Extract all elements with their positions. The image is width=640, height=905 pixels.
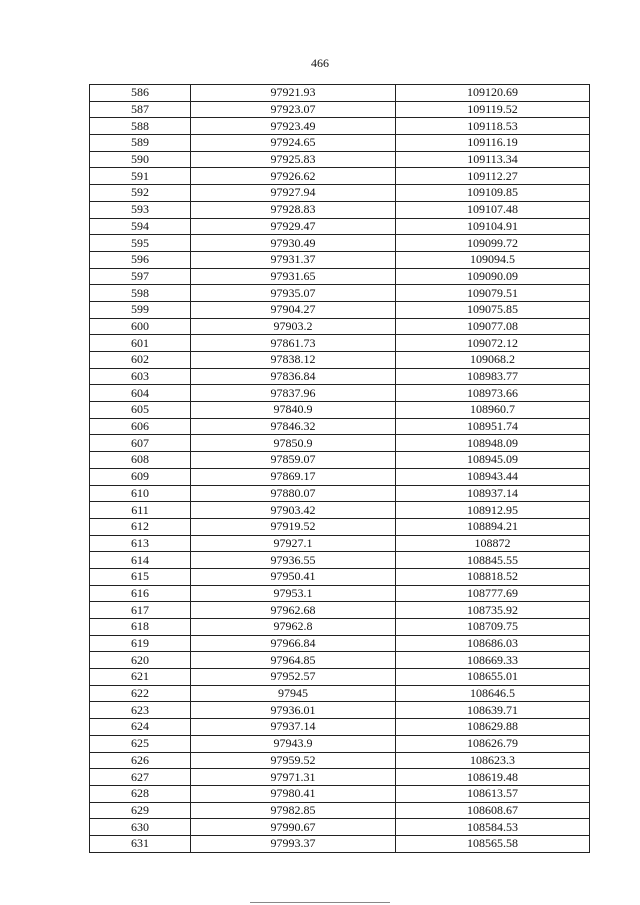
point-number-cell: 626 <box>90 752 191 769</box>
y-coordinate-cell: 108584.53 <box>396 819 590 836</box>
point-number-cell: 628 <box>90 785 191 802</box>
point-number-cell: 614 <box>90 552 191 569</box>
y-coordinate-cell: 109113.34 <box>396 151 590 168</box>
x-coordinate-cell: 97921.93 <box>191 85 396 102</box>
y-coordinate-cell: 109077.08 <box>396 318 590 335</box>
x-coordinate-cell: 97927.94 <box>191 185 396 202</box>
point-number-cell: 610 <box>90 485 191 502</box>
y-coordinate-cell: 109112.27 <box>396 168 590 185</box>
x-coordinate-cell: 97927.1 <box>191 535 396 552</box>
y-coordinate-cell: 108960.7 <box>396 402 590 419</box>
table-row <box>90 335 590 352</box>
point-number-cell: 606 <box>90 418 191 435</box>
table-row <box>90 652 590 669</box>
coordinate-table-body <box>90 85 590 853</box>
table-row <box>90 802 590 819</box>
point-number-cell: 596 <box>90 251 191 268</box>
table-row <box>90 418 590 435</box>
point-number-cell: 631 <box>90 835 191 852</box>
point-number-cell: 615 <box>90 568 191 585</box>
y-coordinate-cell: 108937.14 <box>396 485 590 502</box>
point-number-cell: 598 <box>90 285 191 302</box>
y-coordinate-cell: 108872 <box>396 535 590 552</box>
point-number-cell: 612 <box>90 518 191 535</box>
x-coordinate-cell: 97904.27 <box>191 301 396 318</box>
y-coordinate-cell: 108629.88 <box>396 719 590 736</box>
table-row <box>90 118 590 135</box>
x-coordinate-cell: 97931.37 <box>191 251 396 268</box>
y-coordinate-cell: 109107.48 <box>396 201 590 218</box>
point-number-cell: 597 <box>90 268 191 285</box>
table-row <box>90 619 590 636</box>
table-row <box>90 101 590 118</box>
point-number-cell: 629 <box>90 802 191 819</box>
table-row <box>90 268 590 285</box>
x-coordinate-cell: 97850.9 <box>191 435 396 452</box>
table-row <box>90 435 590 452</box>
table-row <box>90 752 590 769</box>
point-number-cell: 595 <box>90 235 191 252</box>
point-number-cell: 622 <box>90 685 191 702</box>
x-coordinate-cell: 97936.55 <box>191 552 396 569</box>
table-row <box>90 535 590 552</box>
table-row <box>90 235 590 252</box>
x-coordinate-cell: 97952.57 <box>191 669 396 686</box>
y-coordinate-cell: 109104.91 <box>396 218 590 235</box>
table-row <box>90 769 590 786</box>
x-coordinate-cell: 97903.42 <box>191 502 396 519</box>
x-coordinate-cell: 97950.41 <box>191 568 396 585</box>
y-coordinate-cell: 108686.03 <box>396 635 590 652</box>
x-coordinate-cell: 97971.31 <box>191 769 396 786</box>
y-coordinate-cell: 109075.85 <box>396 301 590 318</box>
point-number-cell: 591 <box>90 168 191 185</box>
table-row <box>90 735 590 752</box>
y-coordinate-cell: 109090.09 <box>396 268 590 285</box>
x-coordinate-cell: 97930.49 <box>191 235 396 252</box>
y-coordinate-cell: 108709.75 <box>396 619 590 636</box>
point-number-cell: 619 <box>90 635 191 652</box>
table-row <box>90 702 590 719</box>
table-row <box>90 452 590 469</box>
point-number-cell: 594 <box>90 218 191 235</box>
table-row <box>90 85 590 102</box>
y-coordinate-cell: 109099.72 <box>396 235 590 252</box>
y-coordinate-cell: 108565.58 <box>396 835 590 852</box>
table-row <box>90 318 590 335</box>
table-row <box>90 585 590 602</box>
table-row <box>90 185 590 202</box>
y-coordinate-cell: 109094.5 <box>396 251 590 268</box>
table-row <box>90 485 590 502</box>
point-number-cell: 590 <box>90 151 191 168</box>
x-coordinate-cell: 97928.83 <box>191 201 396 218</box>
point-number-cell: 623 <box>90 702 191 719</box>
x-coordinate-cell: 97953.1 <box>191 585 396 602</box>
point-number-cell: 624 <box>90 719 191 736</box>
y-coordinate-cell: 108945.09 <box>396 452 590 469</box>
point-number-cell: 611 <box>90 502 191 519</box>
x-coordinate-cell: 97837.96 <box>191 385 396 402</box>
y-coordinate-cell: 108818.52 <box>396 568 590 585</box>
point-number-cell: 599 <box>90 301 191 318</box>
x-coordinate-cell: 97962.68 <box>191 602 396 619</box>
point-number-cell: 630 <box>90 819 191 836</box>
point-number-cell: 587 <box>90 101 191 118</box>
x-coordinate-cell: 97982.85 <box>191 802 396 819</box>
point-number-cell: 605 <box>90 402 191 419</box>
table-row <box>90 568 590 585</box>
y-coordinate-cell: 109068.2 <box>396 352 590 369</box>
point-number-cell: 593 <box>90 201 191 218</box>
table-row <box>90 402 590 419</box>
point-number-cell: 604 <box>90 385 191 402</box>
x-coordinate-cell: 97919.52 <box>191 518 396 535</box>
point-number-cell: 588 <box>90 118 191 135</box>
y-coordinate-cell: 108943.44 <box>396 468 590 485</box>
x-coordinate-cell: 97937.14 <box>191 719 396 736</box>
y-coordinate-cell: 109119.52 <box>396 101 590 118</box>
y-coordinate-cell: 108639.71 <box>396 702 590 719</box>
x-coordinate-cell: 97838.12 <box>191 352 396 369</box>
bottom-divider <box>250 902 390 903</box>
y-coordinate-cell: 108623.3 <box>396 752 590 769</box>
point-number-cell: 607 <box>90 435 191 452</box>
point-number-cell: 609 <box>90 468 191 485</box>
table-row <box>90 635 590 652</box>
y-coordinate-cell: 108983.77 <box>396 368 590 385</box>
table-row <box>90 835 590 852</box>
point-number-cell: 608 <box>90 452 191 469</box>
y-coordinate-cell: 109109.85 <box>396 185 590 202</box>
point-number-cell: 627 <box>90 769 191 786</box>
point-number-cell: 617 <box>90 602 191 619</box>
y-coordinate-cell: 108619.48 <box>396 769 590 786</box>
y-coordinate-cell: 108948.09 <box>396 435 590 452</box>
x-coordinate-cell: 97959.52 <box>191 752 396 769</box>
table-row <box>90 385 590 402</box>
x-coordinate-cell: 97923.49 <box>191 118 396 135</box>
point-number-cell: 592 <box>90 185 191 202</box>
x-coordinate-cell: 97936.01 <box>191 702 396 719</box>
coordinate-table <box>89 84 590 853</box>
table-row <box>90 201 590 218</box>
x-coordinate-cell: 97925.83 <box>191 151 396 168</box>
x-coordinate-cell: 97931.65 <box>191 268 396 285</box>
point-number-cell: 600 <box>90 318 191 335</box>
y-coordinate-cell: 109118.53 <box>396 118 590 135</box>
table-row <box>90 301 590 318</box>
y-coordinate-cell: 108608.67 <box>396 802 590 819</box>
table-row <box>90 602 590 619</box>
x-coordinate-cell: 97923.07 <box>191 101 396 118</box>
y-coordinate-cell: 108951.74 <box>396 418 590 435</box>
point-number-cell: 625 <box>90 735 191 752</box>
table-row <box>90 785 590 802</box>
y-coordinate-cell: 109072.12 <box>396 335 590 352</box>
point-number-cell: 589 <box>90 135 191 152</box>
y-coordinate-cell: 108777.69 <box>396 585 590 602</box>
x-coordinate-cell: 97840.9 <box>191 402 396 419</box>
table-row <box>90 285 590 302</box>
y-coordinate-cell: 109120.69 <box>396 85 590 102</box>
table-row <box>90 719 590 736</box>
point-number-cell: 602 <box>90 352 191 369</box>
y-coordinate-cell: 108845.55 <box>396 552 590 569</box>
y-coordinate-cell: 108912.95 <box>396 502 590 519</box>
x-coordinate-cell: 97990.67 <box>191 819 396 836</box>
x-coordinate-cell: 97943.9 <box>191 735 396 752</box>
x-coordinate-cell: 97861.73 <box>191 335 396 352</box>
x-coordinate-cell: 97962.8 <box>191 619 396 636</box>
point-number-cell: 621 <box>90 669 191 686</box>
y-coordinate-cell: 108735.92 <box>396 602 590 619</box>
table-row <box>90 669 590 686</box>
point-number-cell: 601 <box>90 335 191 352</box>
y-coordinate-cell: 108655.01 <box>396 669 590 686</box>
coordinate-table-container <box>89 84 589 853</box>
x-coordinate-cell: 97945 <box>191 685 396 702</box>
table-row <box>90 151 590 168</box>
x-coordinate-cell: 97880.07 <box>191 485 396 502</box>
x-coordinate-cell: 97869.17 <box>191 468 396 485</box>
x-coordinate-cell: 97924.65 <box>191 135 396 152</box>
table-row <box>90 518 590 535</box>
point-number-cell: 603 <box>90 368 191 385</box>
point-number-cell: 586 <box>90 85 191 102</box>
y-coordinate-cell: 108669.33 <box>396 652 590 669</box>
table-row <box>90 251 590 268</box>
x-coordinate-cell: 97846.32 <box>191 418 396 435</box>
y-coordinate-cell: 108613.57 <box>396 785 590 802</box>
table-row <box>90 552 590 569</box>
point-number-cell: 618 <box>90 619 191 636</box>
table-row <box>90 352 590 369</box>
table-row <box>90 135 590 152</box>
x-coordinate-cell: 97966.84 <box>191 635 396 652</box>
table-row <box>90 819 590 836</box>
point-number-cell: 613 <box>90 535 191 552</box>
table-row <box>90 368 590 385</box>
table-row <box>90 502 590 519</box>
y-coordinate-cell: 108973.66 <box>396 385 590 402</box>
y-coordinate-cell: 108894.21 <box>396 518 590 535</box>
x-coordinate-cell: 97935.07 <box>191 285 396 302</box>
x-coordinate-cell: 97903.2 <box>191 318 396 335</box>
x-coordinate-cell: 97980.41 <box>191 785 396 802</box>
y-coordinate-cell: 109079.51 <box>396 285 590 302</box>
x-coordinate-cell: 97929.47 <box>191 218 396 235</box>
point-number-cell: 620 <box>90 652 191 669</box>
x-coordinate-cell: 97926.62 <box>191 168 396 185</box>
x-coordinate-cell: 97993.37 <box>191 835 396 852</box>
y-coordinate-cell: 108646.5 <box>396 685 590 702</box>
point-number-cell: 616 <box>90 585 191 602</box>
y-coordinate-cell: 109116.19 <box>396 135 590 152</box>
table-row <box>90 468 590 485</box>
x-coordinate-cell: 97836.84 <box>191 368 396 385</box>
y-coordinate-cell: 108626.79 <box>396 735 590 752</box>
page-number: 466 <box>311 56 329 70</box>
table-row <box>90 168 590 185</box>
table-row <box>90 218 590 235</box>
x-coordinate-cell: 97859.07 <box>191 452 396 469</box>
table-row <box>90 685 590 702</box>
x-coordinate-cell: 97964.85 <box>191 652 396 669</box>
